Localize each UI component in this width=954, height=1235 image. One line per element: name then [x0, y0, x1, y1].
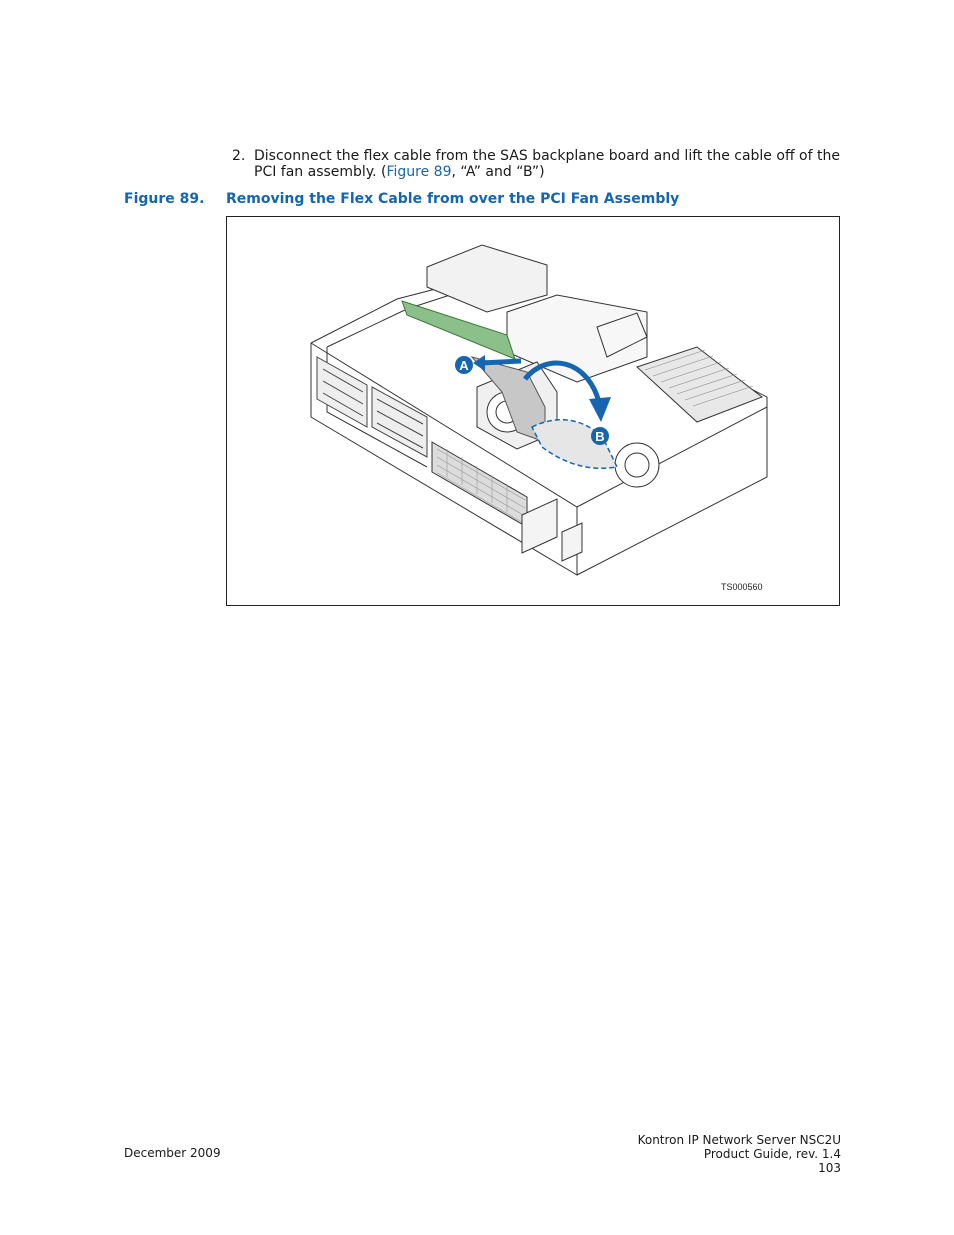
figure-title: Removing the Flex Cable from over the PCI Fan Assembly [226, 191, 680, 207]
step-number: 2. [232, 148, 246, 164]
server-illustration [227, 217, 839, 605]
footer-right [638, 1133, 841, 1175]
step-text-before: Disconnect the flex cable from the SAS backplane board and lift the cable off of the PCI fan assembly. ( [254, 148, 840, 180]
figure-caption [124, 191, 680, 207]
callout-a: A [459, 358, 469, 373]
callout-b: B [595, 429, 605, 444]
footer-page-number: 103 [818, 1161, 841, 1175]
figure-link[interactable]: Figure 89 [386, 164, 452, 180]
footer-date: December 2009 [124, 1146, 221, 1160]
step-text [254, 148, 854, 180]
figure-id: TS000560 [721, 582, 763, 592]
figure-label: Figure 89. [124, 191, 205, 207]
footer-product: Kontron IP Network Server NSC2U [637, 1133, 841, 1147]
figure-frame [226, 216, 840, 606]
footer-guide: Product Guide, rev. 1.4 [703, 1147, 841, 1161]
step-text-after: , “A” and “B”) [451, 164, 545, 180]
